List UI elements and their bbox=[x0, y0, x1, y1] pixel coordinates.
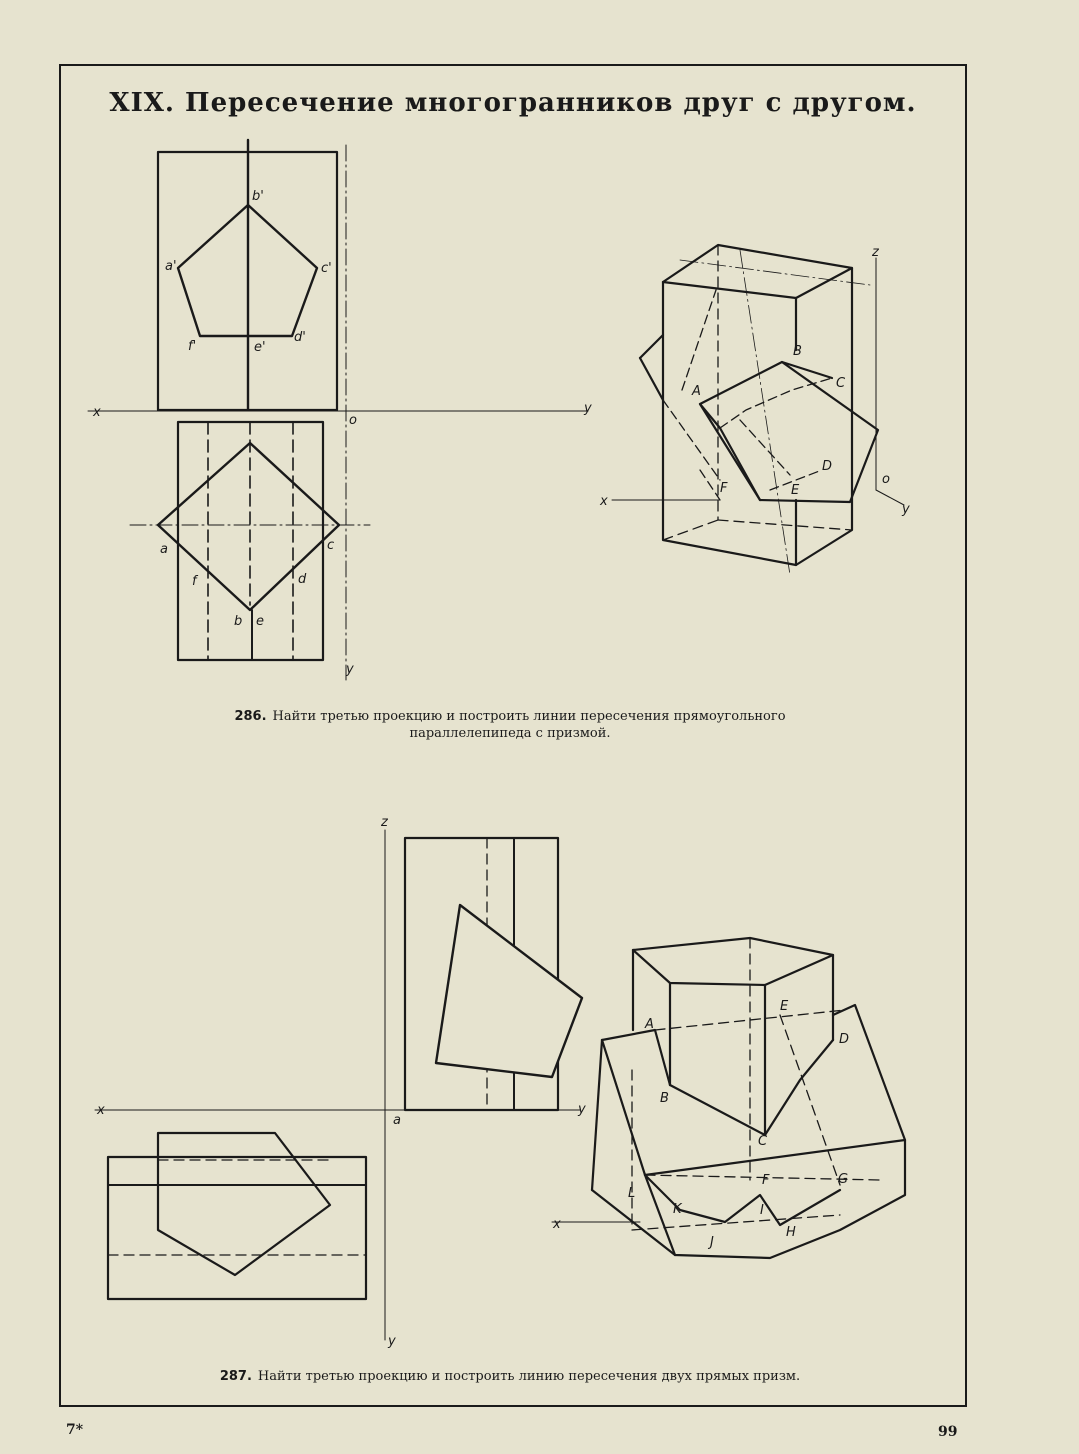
page-number: 99 bbox=[938, 1424, 958, 1440]
fig286-labels bbox=[92, 189, 592, 677]
label287-iso-E: E bbox=[780, 999, 789, 1014]
fig287-labels bbox=[96, 815, 586, 1349]
fig286-iso-labels bbox=[599, 245, 910, 517]
label-a: a bbox=[160, 542, 168, 557]
caption-287 bbox=[110, 1368, 910, 1385]
label-c: c bbox=[327, 538, 335, 553]
label287-iso-I: I bbox=[760, 1203, 764, 1218]
label287-iso-A: A bbox=[645, 1017, 654, 1032]
label287-iso-C: C bbox=[758, 1134, 768, 1149]
label-f-prime: f' bbox=[188, 339, 197, 354]
label-o: o bbox=[349, 413, 357, 428]
page-title: XIX. Пересечение многогранников друг с другом. bbox=[109, 88, 917, 118]
label287-iso-L: L bbox=[628, 1186, 636, 1201]
problem-number-286: 286. bbox=[234, 709, 267, 724]
label-iso-o: o bbox=[882, 472, 890, 487]
label-f: f bbox=[192, 574, 197, 589]
label-d-prime: d' bbox=[294, 330, 306, 345]
label-d: d bbox=[298, 572, 307, 587]
fig286-iso bbox=[612, 245, 904, 575]
label287-a: a bbox=[393, 1113, 401, 1128]
label-a-prime: a' bbox=[165, 259, 177, 274]
label-y: y bbox=[584, 401, 592, 416]
label-iso-C: C bbox=[836, 376, 846, 391]
caption-287-line1: Найти третью проекцию и построить линию пересечения двух прямых призм. bbox=[257, 1369, 801, 1384]
label-iso-A: A bbox=[692, 384, 701, 399]
label-iso-D: D bbox=[822, 459, 833, 474]
label287-iso-x: x bbox=[553, 1217, 561, 1232]
label-iso-x: x bbox=[600, 494, 608, 509]
label-iso-y: y bbox=[902, 502, 910, 517]
fig286-ortho bbox=[88, 140, 588, 680]
caption-286-line2: параллелепипеда с призмой. bbox=[409, 726, 611, 741]
label287-z: z bbox=[381, 815, 388, 830]
label287-x: x bbox=[97, 1103, 105, 1118]
label-iso-z: z bbox=[872, 245, 879, 260]
label287-iso-F: F bbox=[762, 1173, 770, 1188]
fig287-iso bbox=[552, 938, 905, 1258]
problem-number-287: 287. bbox=[219, 1369, 252, 1384]
caption-286-line1: Найти третью проекцию и построить линии пересечения прямоугольного bbox=[272, 709, 786, 724]
label287-iso-J: J bbox=[710, 1235, 714, 1250]
caption-286 bbox=[110, 708, 910, 742]
label-iso-E: E bbox=[791, 483, 800, 498]
label-x: x bbox=[93, 405, 101, 420]
label287-iso-H: H bbox=[786, 1225, 796, 1240]
label287-iso-G: G bbox=[838, 1172, 849, 1187]
label287-iso-K: K bbox=[673, 1202, 682, 1217]
label287-iso-B: B bbox=[660, 1091, 669, 1106]
label-e-prime: e' bbox=[254, 340, 266, 355]
label-b: b bbox=[234, 614, 243, 629]
label-y-lower: y bbox=[346, 662, 354, 677]
label-b-prime: b' bbox=[252, 189, 264, 204]
label287-y: y bbox=[578, 1102, 586, 1117]
label-iso-B: B bbox=[793, 344, 802, 359]
page-marker-left: 7* bbox=[66, 1422, 84, 1438]
label-iso-F: F bbox=[720, 481, 728, 496]
label287-iso-D: D bbox=[839, 1032, 850, 1047]
fig287-ortho bbox=[95, 830, 582, 1340]
label-e: e bbox=[256, 614, 264, 629]
label-c-prime: c' bbox=[321, 261, 332, 276]
label287-y-lower: y bbox=[388, 1334, 396, 1349]
